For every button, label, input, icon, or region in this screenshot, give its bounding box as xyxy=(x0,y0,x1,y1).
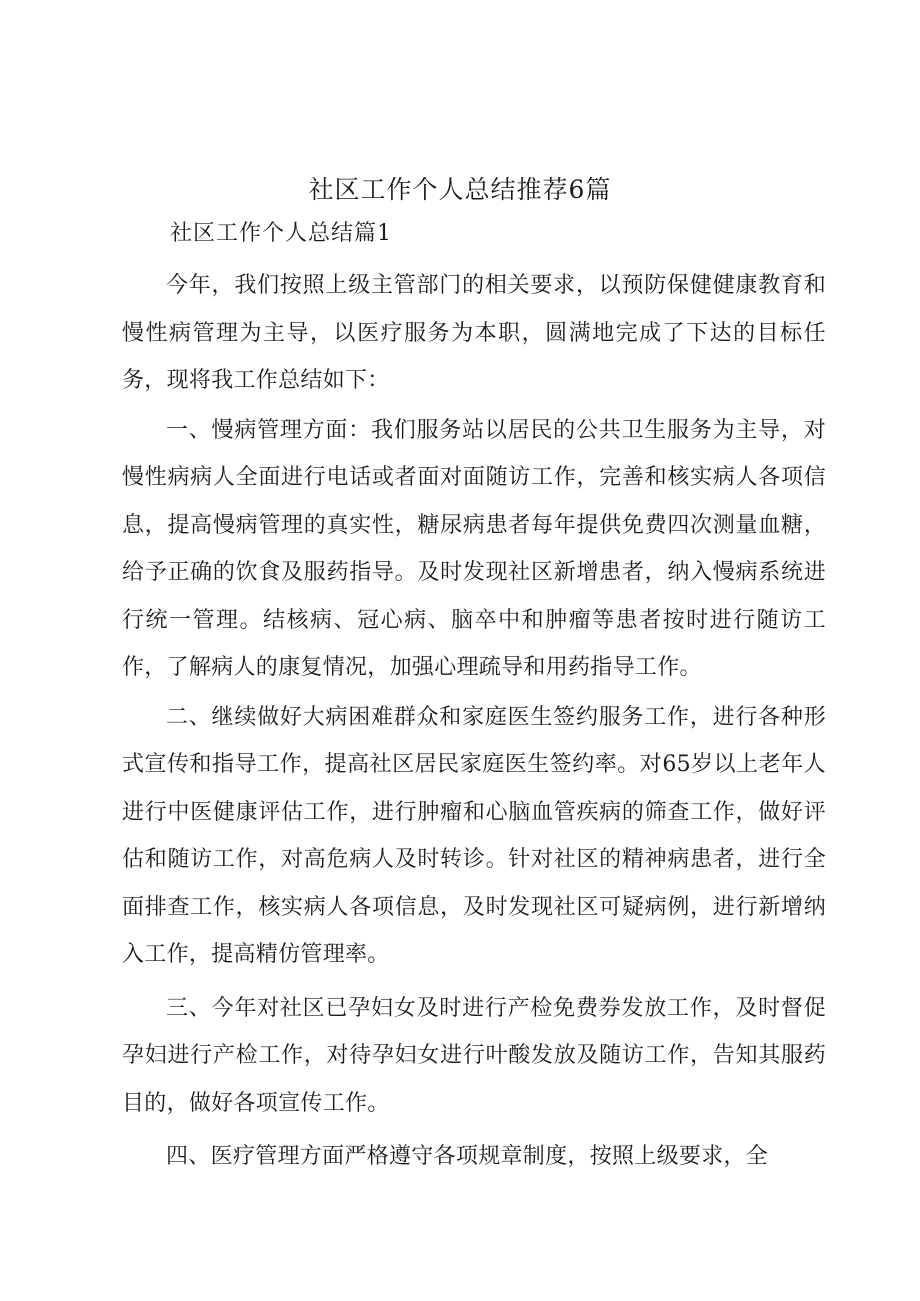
paragraph-maternal-care: 三、今年对社区已孕妇女及时进行产检免费券发放工作，及时督促孕妇进行产检工作，对待孕妇女进行叶酸发放及随访工作，告知其服药目的，做好各项宣传工作。 xyxy=(122,995,826,1116)
paragraph-chronic-disease: 一、慢病管理方面：我们服务站以居民的公共卫生服务为主导，对慢性病病人全面进行电话或者面对面随访工作，完善和核实病人各项信息，提高慢病管理的真实性，糖尿病患者每年提供免费四次测量血糖，给予正确的饮食及服药指导。及时发现社区新增患者，纳入慢病系统进行统一管理。结核病、冠心病、脑卒中和肿瘤等患者按时进行随访工作，了解病人的康复情况，加强心理疏导和用药指导工作。 xyxy=(122,417,826,680)
paragraph-intro: 今年，我们按照上级主管部门的相关要求，以预防保健健康教育和慢性病管理为主导，以医疗服务为本职，圆满地完成了下达的目标任务，现将我工作总结如下： xyxy=(122,273,826,393)
document-title: 社区工作个人总结推荐6篇 xyxy=(308,175,612,204)
document-body xyxy=(122,262,826,1183)
section-heading: 社区工作个人总结篇1 xyxy=(170,221,392,246)
paragraph-family-doctor: 二、继续做好大病困难群众和家庭医生签约服务工作，进行各种形式宣传和指导工作，提高社区居民家庭医生签约率。对65岁以上老年人进行中医健康评估工作，进行肿瘤和心脑血管疾病的筛查工作，做好评估和随访工作，对高危病人及时转诊。针对社区的精神病患者，进行全面排查工作，核实病人各项信息，及时发现社区可疑病例，进行新增纳入工作，提高精仿管理率。 xyxy=(122,704,826,967)
paragraph-medical-management: 四、医疗管理方面严格遵守各项规章制度，按照上级要求，全 xyxy=(166,1144,769,1169)
